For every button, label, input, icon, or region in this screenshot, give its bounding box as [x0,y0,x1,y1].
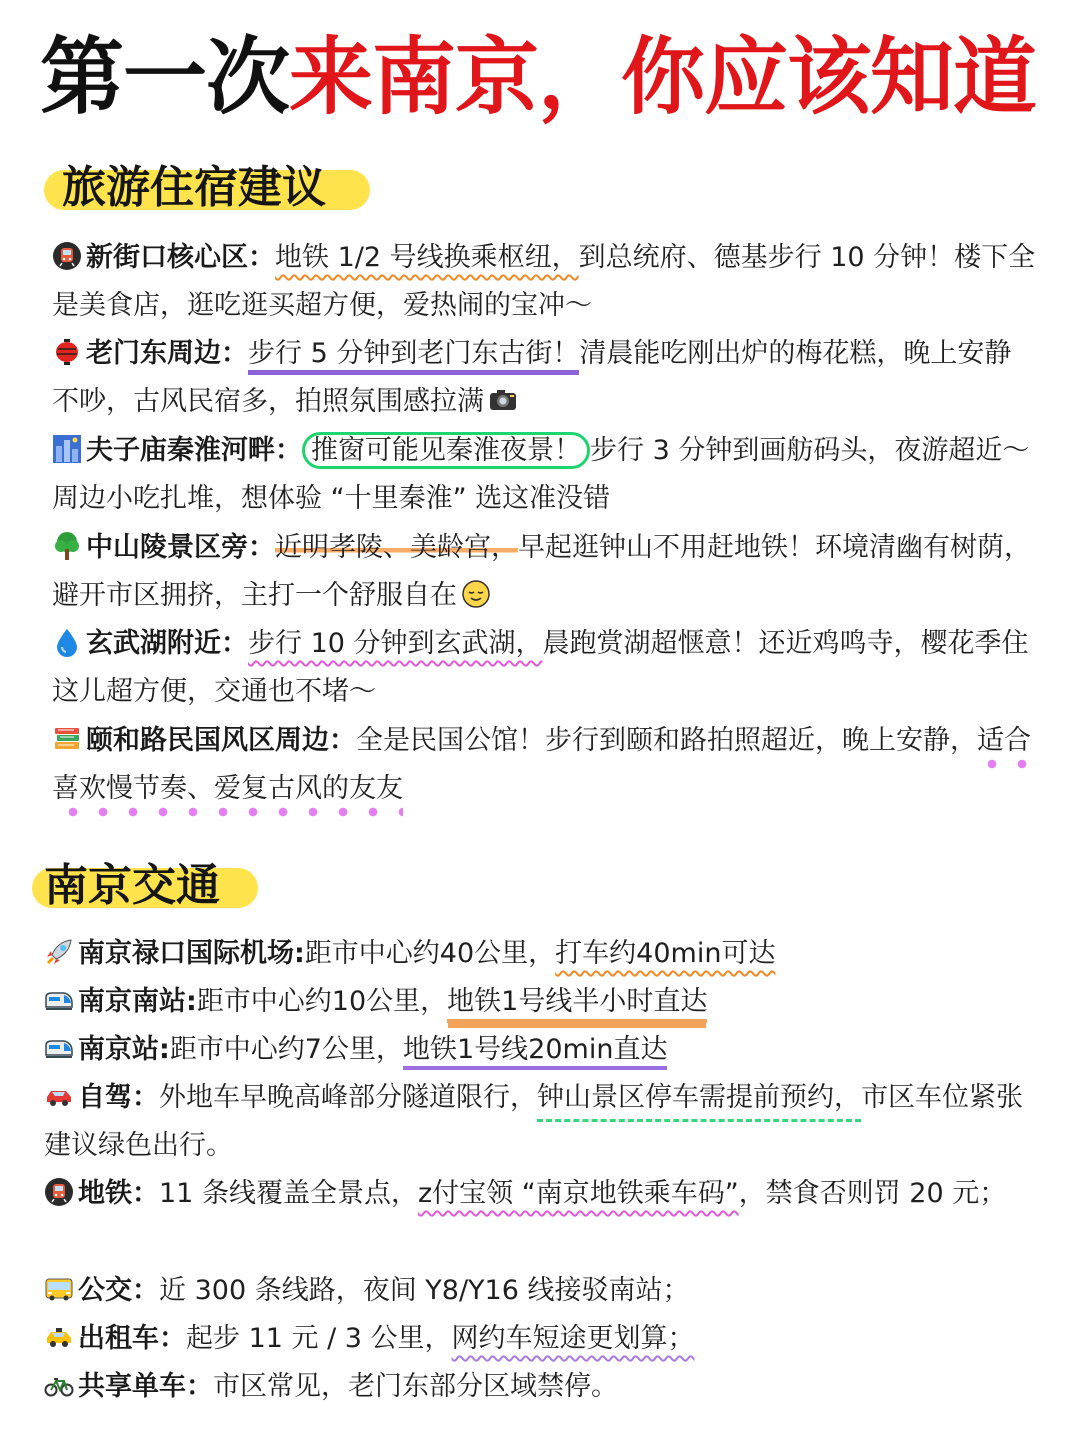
tree-icon [52,531,82,561]
bus-icon [44,1274,74,1304]
item-label: 自驾： [78,1082,159,1113]
item-text: 步行 3 分钟到画舫码头，夜游超近～周边小吃扎堆，想体验 “十里秦淮” 选这准没错 [52,435,1030,514]
item-label: 共享单车： [78,1371,213,1402]
item-text: 距市中心约40公里， [304,938,556,969]
section-heading-lodging [62,158,326,218]
item-highlight-text: 适合喜欢慢节奏、爱复古风的友友 [52,725,1031,818]
item-text: 11 条线覆盖全景点， [159,1178,418,1209]
item-text: 距市中心约7公里， [169,1034,403,1065]
lodging-item-xuanwuhu [52,620,1037,716]
section-heading-text: 旅游住宿建议 [62,162,326,213]
camera-icon [488,385,518,415]
night-city-icon [52,434,82,464]
transport-item-metro [44,1170,1039,1218]
item-highlight-text: 地铁 1/2 号线换乘枢纽， [275,242,579,273]
item-text: 市区常见，老门东部分区域禁停。 [213,1371,618,1402]
item-highlight-text: 推窗可能见秦淮夜景！ [302,432,590,469]
books-icon [52,724,82,754]
item-text: ，禁食否则罚 20 元； [738,1178,1007,1209]
lodging-item-yiheroad [52,717,1037,813]
item-highlight-text: 打车约40min可达 [555,938,776,969]
section-heading-text: 南京交通 [44,860,220,911]
page-title [40,22,1050,132]
lodging-item-zhongshanling [52,524,1037,620]
item-highlight-text: 步行 10 分钟到玄武湖， [248,628,543,659]
item-text: 早起逛钟山不用赶地铁！环境清幽有树荫，避开市区拥挤，主打一个舒服自在 [52,532,1031,611]
item-highlight-text: z付宝领 “南京地铁乘车码” [417,1178,739,1209]
item-text: 到总统府、德基步行 10 分钟！楼下全是美食店，逛吃逛买超方便，爱热闹的宝冲～ [52,242,1036,321]
item-label: 南京禄口国际机场: [78,938,305,969]
transport-item-station [44,1026,1039,1074]
item-label: 南京站: [78,1034,170,1065]
bicycle-icon [44,1370,74,1400]
title-red-part: 来南京，你应该知道 [289,27,1037,126]
item-text: 市区车位紧张建议绿色出行。 [44,1082,1023,1161]
item-label: 新街口核心区： [86,242,275,273]
transport-item-bike [44,1363,1039,1411]
taxi-icon [44,1322,74,1352]
metro-icon [44,1177,74,1207]
section-heading-transport [44,856,220,916]
bullet-train-icon [44,985,74,1015]
item-text: 近 300 条线路，夜间 Y8/Y16 线接驳南站； [159,1275,690,1306]
transport-item-south-station [44,978,1039,1026]
lodging-item-fuzimiao [52,427,1037,523]
item-text: 外地车早晚高峰部分隧道限行， [159,1082,537,1113]
transport-item-bus [44,1267,1039,1315]
item-label: 出租车： [78,1323,186,1354]
item-highlight-text: 步行 5 分钟到老门东古街！ [248,338,579,375]
item-label: 公交： [78,1275,159,1306]
lodging-item-xinjiekou [52,234,1037,330]
droplet-icon [52,627,82,657]
item-text: 起步 11 元 / 3 公里， [186,1323,452,1354]
item-label: 南京南站: [78,986,197,1017]
car-icon [44,1081,74,1111]
item-text: 全是民国公馆！步行到颐和路拍照超近，晚上安静， [356,725,977,756]
item-highlight-text: 钟山景区停车需提前预约， [537,1082,861,1122]
lodging-item-laomendong [52,330,1037,426]
bullet-train-icon [44,1033,74,1063]
item-label: 老门东周边： [86,338,248,369]
item-label: 夫子庙秦淮河畔： [86,435,302,466]
transport-item-selfdrive [44,1074,1039,1170]
item-highlight-text: 近明孝陵、美龄宫， [275,532,518,563]
item-highlight-text: 地铁1号线20min直达 [403,1034,667,1070]
lantern-icon [52,337,82,367]
item-label: 玄武湖附近： [86,628,248,659]
item-label: 中山陵景区旁： [86,532,275,563]
metro-icon [52,241,82,271]
rocket-icon [44,937,74,967]
item-highlight-text: 网约车短途更划算； [451,1323,695,1354]
item-label: 地铁： [78,1178,159,1209]
item-text: 晨跑赏湖超惬意！还近鸡鸣寺，樱花季住这儿超方便，交通也不堵～ [52,628,1029,707]
title-black-part: 第一次 [40,27,290,126]
transport-item-airport [44,930,1039,978]
transport-item-taxi [44,1315,1039,1363]
item-highlight-text: 地铁1号线半小时直达 [447,986,707,1023]
relieved-face-icon [461,579,491,609]
item-text: 距市中心约10公里， [196,986,448,1017]
item-label: 颐和路民国风区周边： [86,725,356,756]
item-text: 清晨能吃刚出炉的梅花糕，晚上安静不吵，古风民宿多，拍照氛围感拉满 [52,338,1012,417]
